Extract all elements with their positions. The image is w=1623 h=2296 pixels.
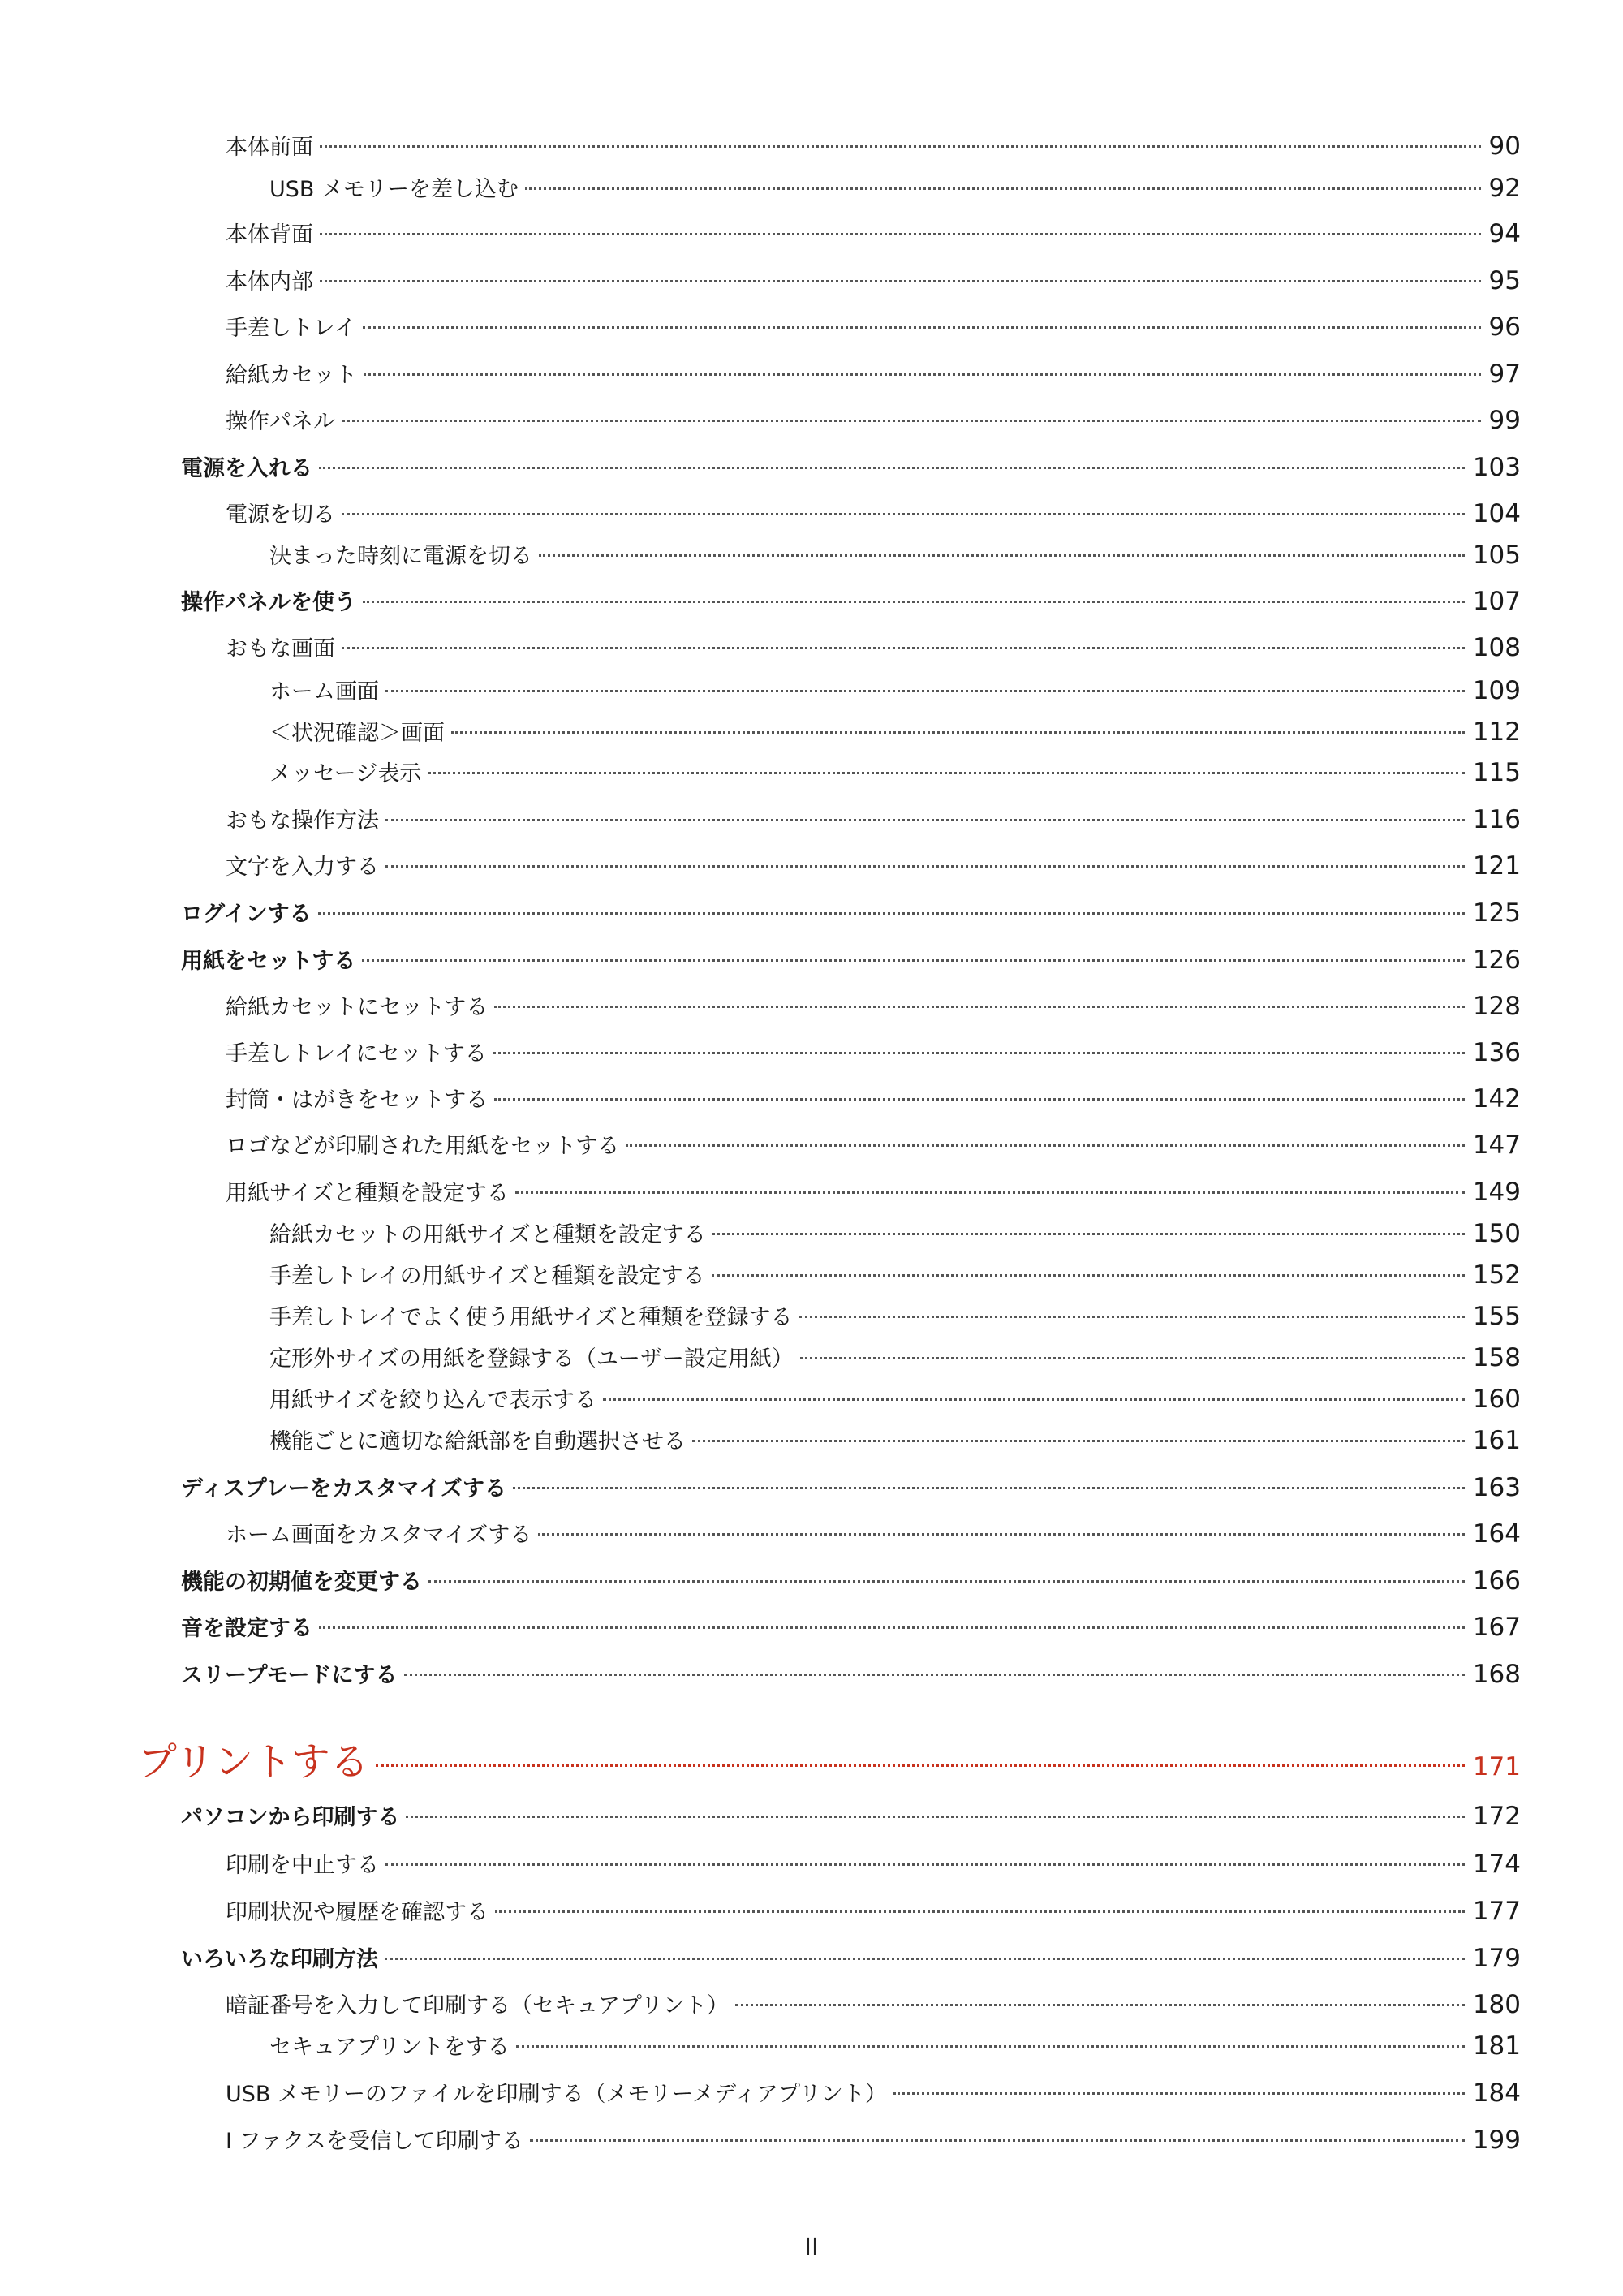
toc-entry[interactable] [226,1083,1521,1115]
toc-entry-label: 給紙カセット [226,363,357,388]
dot-leader [494,1006,1465,1008]
toc-entry-label: メッセージ表示 [269,761,422,786]
toc-entry-page: 142 [1472,1084,1521,1114]
toc-entry[interactable] [226,803,1521,836]
toc-entry-page: 121 [1472,851,1521,881]
dot-leader [320,280,1481,282]
toc-entry[interactable] [226,404,1521,437]
toc-entry-page: 125 [1472,898,1521,928]
toc-entry-label: ログインする [181,902,312,927]
dot-leader [603,1398,1465,1401]
toc-entry-page: 95 [1488,266,1521,295]
dot-leader [376,1764,1465,1767]
toc-entry-label: 手差しトレイの用紙サイズと種類を設定する [269,1264,705,1289]
toc-entry-page: 163 [1472,1473,1521,1502]
toc-entry-label: 文字を入力する [226,855,379,880]
toc-entry-page: 112 [1472,717,1521,747]
dot-leader [800,1357,1465,1359]
toc-entry-page: 105 [1472,541,1521,570]
toc-entry-page: 181 [1472,2031,1521,2061]
toc-entry-label: 給紙カセットの用紙サイズと種類を設定する [269,1222,706,1247]
toc-entry-page: 92 [1488,174,1521,203]
dot-leader [385,865,1465,868]
dot-leader [428,1580,1465,1583]
dot-leader [451,731,1465,734]
toc-entry-label: I ファクスを受信して印刷する [226,2129,523,2154]
dot-leader [319,467,1465,469]
dot-leader [320,145,1481,148]
dot-leader [318,912,1465,915]
toc-entry-page: 177 [1472,1897,1521,1926]
toc-entry-page: 136 [1472,1038,1521,1067]
toc-entry[interactable] [226,1129,1521,1161]
toc-entry-label: USB メモリーのファイルを印刷する（メモリーメディアプリント） [226,2082,887,2107]
dot-leader [530,2139,1465,2142]
toc-entry-label: USB メモリーを差し込む [269,177,519,202]
toc-entry[interactable] [269,172,1521,205]
toc-entry-page: 126 [1472,946,1521,975]
toc-entry[interactable] [181,1471,1521,1504]
toc-entry-page: 99 [1488,406,1521,435]
toc-entry[interactable] [181,1611,1521,1643]
dot-leader [538,1533,1465,1536]
toc-entry-label: 本体前面 [226,135,313,160]
toc-entry-page: 128 [1472,992,1521,1021]
toc-entry[interactable] [269,674,1521,707]
dot-leader [516,2045,1465,2048]
toc-entry-page: 179 [1472,1944,1521,1973]
toc-entry-label: 手差しトレイ [226,316,356,341]
toc-entry[interactable] [181,1942,1521,1975]
toc-entry-label: プリントする [138,1739,369,1785]
toc-entry-page: 149 [1472,1178,1521,1207]
toc-entry[interactable] [269,539,1521,571]
dot-leader [319,1626,1465,1629]
dot-leader [494,1098,1465,1101]
toc-entry[interactable] [226,2124,1521,2156]
toc-entry[interactable] [226,1176,1521,1208]
toc-entry-page: 184 [1472,2078,1521,2108]
dot-leader [893,2092,1465,2095]
toc-entry-label: 機能の初期値を変更する [181,1570,422,1595]
toc-entry[interactable] [269,1424,1521,1457]
toc-entry-label: 操作パネル [226,409,335,434]
toc-entry[interactable] [181,451,1521,484]
page-number: II [804,2234,819,2262]
toc-entry[interactable] [181,897,1521,929]
toc-entry-label: 用紙サイズを絞り込んで表示する [269,1388,596,1413]
toc-entry[interactable] [226,311,1521,343]
toc-entry-label: 定形外サイズの用紙を登録する（ユーザー設定用紙） [269,1346,794,1372]
toc-entry[interactable] [269,2030,1521,2062]
dot-leader [692,1440,1465,1442]
toc-entry[interactable] [226,358,1521,390]
toc-entry[interactable] [181,944,1521,976]
toc-entry[interactable] [226,498,1521,530]
dot-leader [539,554,1465,557]
toc-entry-label: 本体背面 [226,222,313,248]
toc-entry[interactable] [226,1036,1521,1069]
toc-entry-page: 199 [1472,2126,1521,2155]
toc-entry[interactable] [226,1848,1521,1880]
toc-entry-page: 174 [1472,1850,1521,1879]
toc-entry-label: ＜状況確認＞画面 [269,721,445,746]
dot-leader [712,1233,1465,1235]
dot-leader [626,1144,1465,1147]
toc-entry-page: 108 [1472,633,1521,662]
toc-entry[interactable] [226,1988,1521,2021]
dot-leader [515,1191,1465,1194]
toc-entry[interactable] [226,990,1521,1023]
dot-leader [385,819,1465,821]
toc-entry[interactable] [269,1217,1521,1250]
toc-entry-page: 109 [1472,676,1521,705]
toc-entry-page: 166 [1472,1566,1521,1596]
dot-leader [428,772,1464,774]
dot-leader [525,187,1481,190]
toc-entry-page: 161 [1472,1426,1521,1455]
toc-entry-page: 180 [1472,1990,1521,2019]
toc-entry[interactable] [226,850,1521,882]
dot-leader [712,1274,1465,1277]
toc-entry-page: 150 [1472,1219,1521,1248]
toc-entry-label: おもな操作方法 [226,808,379,834]
toc-entry-page: 155 [1472,1302,1521,1331]
dot-leader [363,601,1465,603]
toc-entry-page: 90 [1488,131,1521,161]
toc-entry-label: ホーム画面をカスタマイズする [226,1523,532,1548]
toc-entry-page: 107 [1472,587,1521,616]
dot-leader [735,2004,1465,2006]
toc-entry[interactable] [181,1565,1521,1597]
dot-leader [385,1863,1465,1866]
toc-entry[interactable] [181,1658,1521,1691]
toc-entry[interactable] [269,716,1521,748]
toc-entry-page: 147 [1472,1131,1521,1160]
toc-entry-label: おもな画面 [226,636,335,661]
toc-entry-label: ロゴなどが印刷された用紙をセットする [226,1134,620,1159]
toc-entry-page: 115 [1472,758,1521,787]
dot-leader [364,373,1481,376]
dot-leader [493,1052,1465,1054]
toc-entry-label: 用紙をセットする [181,949,356,974]
toc-entry-label: 印刷を中止する [226,1853,379,1878]
dot-leader [320,233,1481,235]
toc-entry-page: 168 [1472,1660,1521,1689]
toc-entry-page: 96 [1488,312,1521,342]
toc-entry-label: ディスプレーをカスタマイズする [181,1476,506,1501]
toc-entry-page: 160 [1472,1385,1521,1414]
toc-entry-label: パソコンから印刷する [181,1805,400,1830]
toc-entry-label: 手差しトレイにセットする [226,1041,487,1066]
toc-entry-label: 暗証番号を入力して印刷する（セキュアプリント） [226,1993,729,2018]
toc-entry-label: 決まった時刻に電源を切る [269,544,532,569]
dot-leader [363,326,1481,329]
dot-leader [406,1816,1464,1818]
toc-entry-page: 171 [1472,1752,1521,1781]
toc-entry-page: 104 [1472,499,1521,528]
dot-leader [342,647,1465,649]
toc-entry[interactable] [226,1518,1521,1550]
toc-entry-label: 機能ごとに適切な給紙部を自動選択させる [269,1429,686,1454]
toc-entry[interactable] [269,1383,1521,1415]
toc-entry-page: 103 [1472,453,1521,482]
toc-entry-page: 116 [1472,805,1521,834]
toc-entry-label: 本体内部 [226,269,313,295]
toc-entry[interactable] [226,130,1521,162]
dot-leader [404,1674,1465,1676]
toc-entry-label: 印刷状況や履歴を確認する [226,1900,489,1925]
toc-entry[interactable] [269,756,1521,789]
toc-entry[interactable] [181,585,1521,618]
toc-entry-page: 97 [1488,360,1521,389]
toc-entry-page: 152 [1472,1260,1521,1290]
toc-entry-label: 給紙カセットにセットする [226,995,489,1020]
dot-leader [342,420,1481,422]
toc-entry[interactable] [226,218,1521,250]
toc-entry-label: 電源を入れる [181,456,312,481]
dot-leader [342,513,1465,515]
toc-entry[interactable] [226,2077,1521,2109]
dot-leader [385,1958,1465,1960]
toc-entry-label: 封筒・はがきをセットする [226,1088,489,1113]
dot-leader [362,959,1465,962]
toc-entry[interactable] [181,1800,1521,1833]
toc-entry-label: 音を設定する [181,1616,312,1641]
toc-entry-page: 167 [1472,1613,1521,1642]
toc-entry-page: 164 [1472,1519,1521,1549]
toc-entry[interactable] [269,1342,1521,1374]
toc-entry[interactable] [269,1300,1521,1333]
dot-leader [799,1316,1465,1318]
toc-entry-label: スリープモードにする [181,1663,398,1688]
toc-entry-page: 172 [1472,1802,1521,1831]
dot-leader [513,1487,1465,1489]
toc-entry-label: いろいろな印刷方法 [181,1947,378,1972]
toc-entry-label: 用紙サイズと種類を設定する [226,1181,509,1206]
toc-entry[interactable] [269,1259,1521,1291]
toc-entry-label: 手差しトレイでよく使う用紙サイズと種類を登録する [269,1305,793,1330]
toc-entry[interactable] [226,1895,1521,1928]
toc-entry[interactable] [226,631,1521,664]
toc-entry[interactable] [226,265,1521,297]
toc-entry-label: セキュアプリントをする [269,2035,510,2060]
toc-chapter-entry[interactable] [138,1736,1521,1788]
toc-entry-label: 電源を切る [226,502,335,528]
dot-leader [385,690,1465,692]
toc-entry-page: 94 [1488,219,1521,248]
toc-entry-page: 158 [1472,1343,1521,1372]
toc-entry-label: 操作パネルを使う [181,590,356,615]
dot-leader [495,1910,1465,1913]
toc-entry-label: ホーム画面 [269,679,379,704]
